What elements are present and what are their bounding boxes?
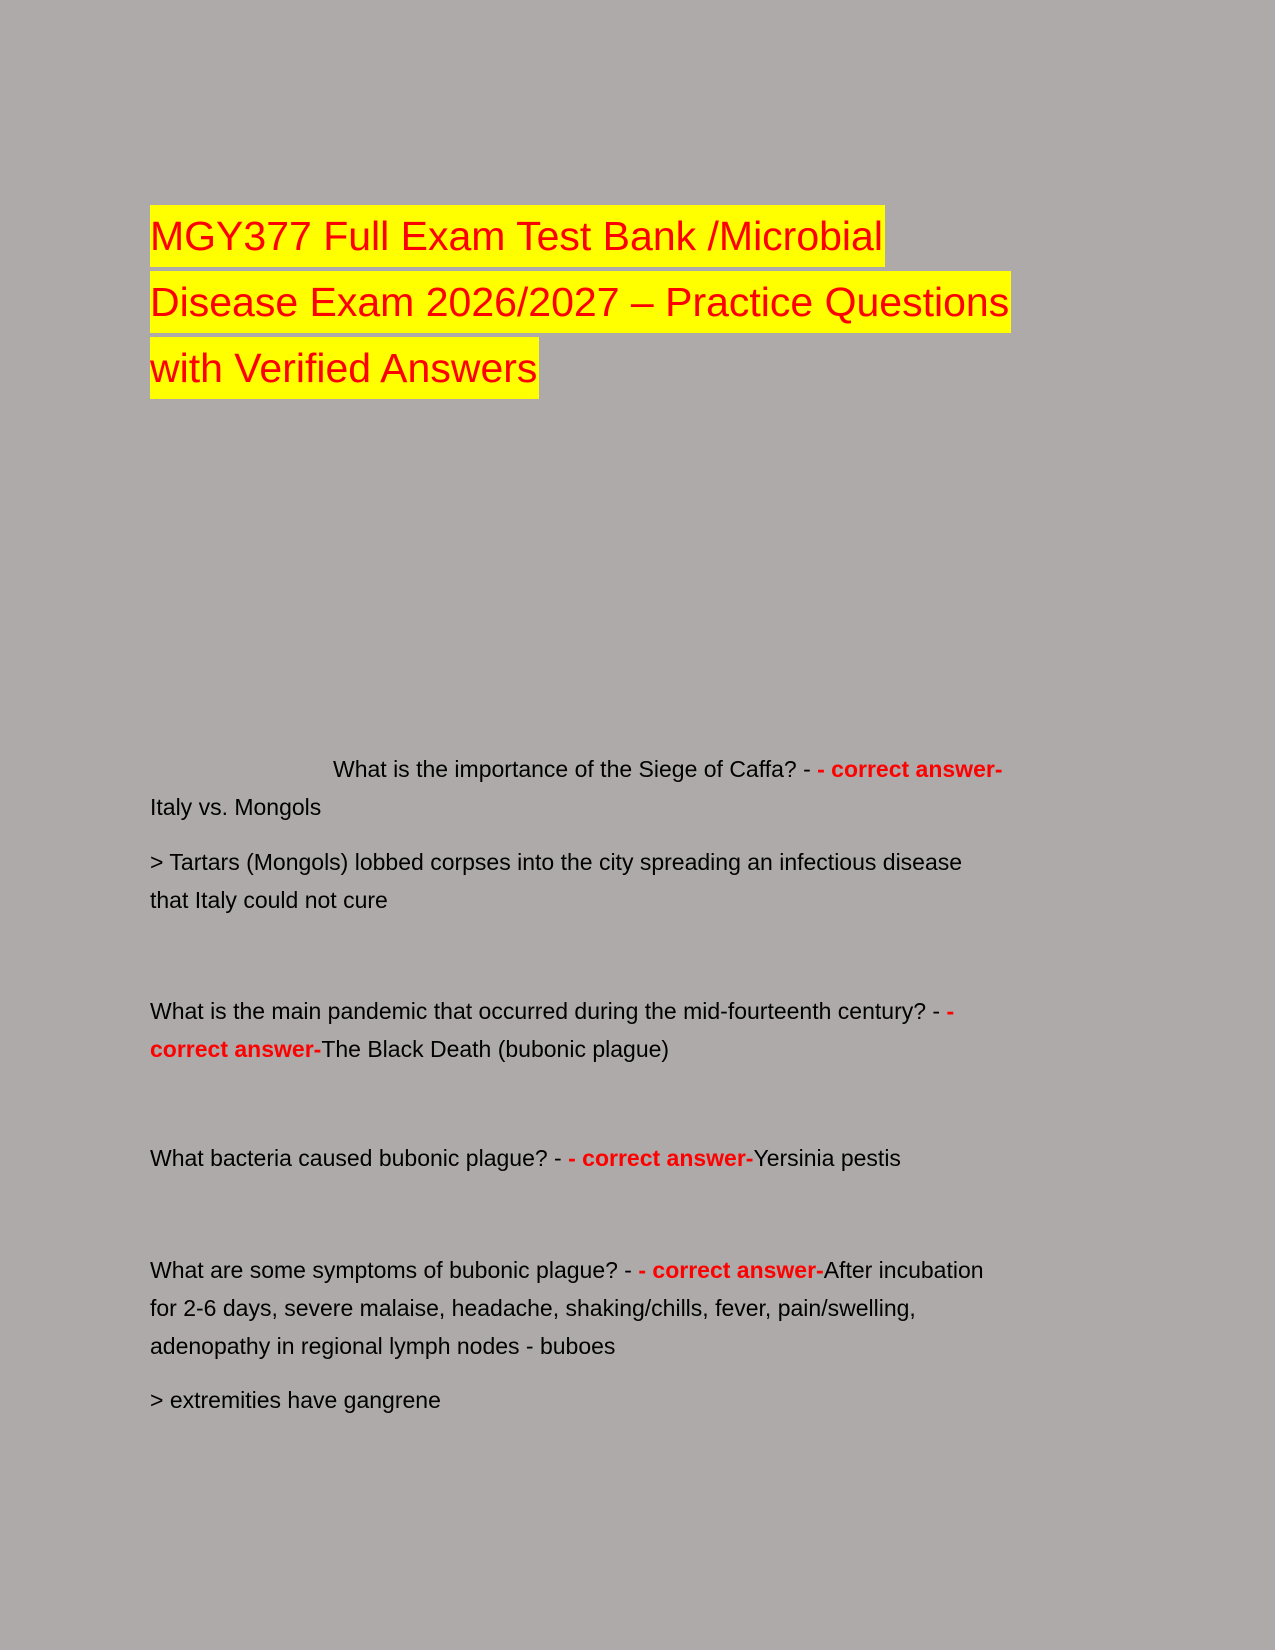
correct-answer-label: - correct answer-: [638, 1257, 824, 1283]
question-text: [150, 996, 954, 1026]
correct-answer-label: - correct answer-: [568, 1145, 754, 1171]
correct-answer-label: -: [946, 998, 955, 1024]
answer-line: for 2-6 days, severe malaise, headache, shaking/chills, fever, pain/swelling,: [150, 1295, 916, 1321]
correct-answer-label: correct answer-: [150, 1036, 322, 1062]
answer-line: that Italy could not cure: [150, 887, 388, 913]
answer-line: > extremities have gangrene: [150, 1387, 441, 1413]
question: What are some symptoms of bubonic plague? -: [150, 1257, 639, 1283]
question: What is the main pandemic that occurred during the mid-fourteenth century? -: [150, 998, 947, 1024]
answer: Yersinia pestis: [753, 1145, 901, 1171]
document-title-line-1: MGY377 Full Exam Test Bank /Microbial: [150, 205, 885, 267]
correct-answer-label: - correct answer-: [817, 756, 1003, 782]
question: What is the importance of the Siege of Caffa? -: [333, 756, 818, 782]
question: What bacteria caused bubonic plague? -: [150, 1145, 569, 1171]
answer-line: > Tartars (Mongols) lobbed corpses into the city spreading an infectious disease: [150, 849, 963, 875]
document-title-line-3: with Verified Answers: [150, 337, 539, 399]
answer: After incubation: [823, 1257, 984, 1283]
question-text: [150, 1255, 984, 1285]
answer-line: [150, 1034, 669, 1064]
answer-line: adenopathy in regional lymph nodes - buboes: [150, 1333, 616, 1359]
answer-line: Italy vs. Mongols: [150, 794, 322, 820]
document-title-line-2: Disease Exam 2026/2027 – Practice Questions: [150, 271, 1011, 333]
question-text: [150, 1143, 901, 1173]
answer: The Black Death (bubonic plague): [321, 1036, 670, 1062]
question-text: [333, 754, 1002, 784]
